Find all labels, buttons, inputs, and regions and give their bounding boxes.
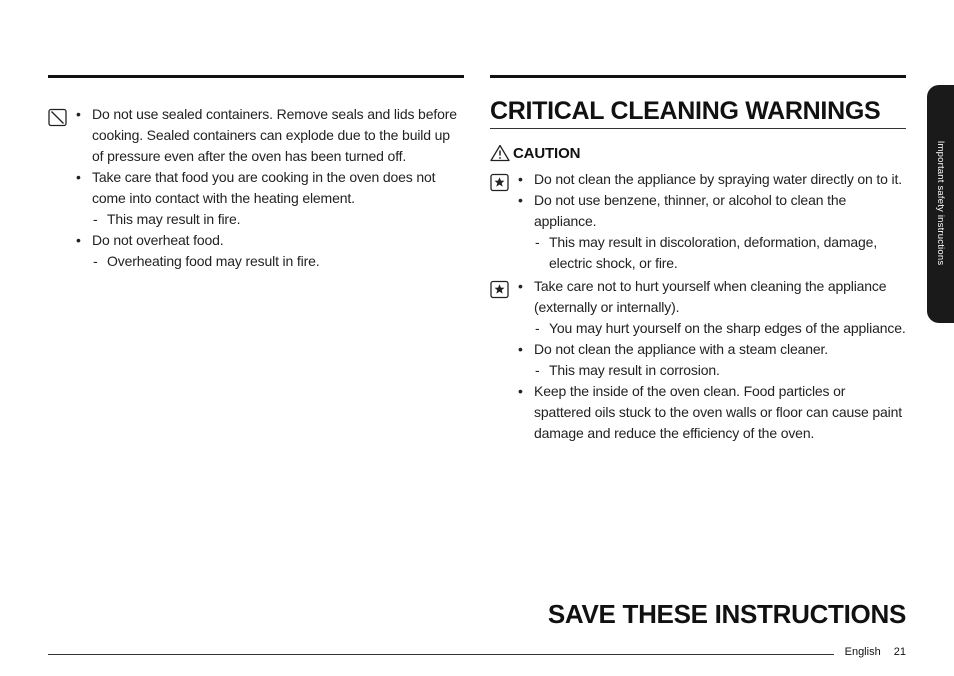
page-number: 21 (893, 646, 906, 658)
bullet: • (518, 192, 523, 208)
list-item (518, 339, 906, 360)
list-item (76, 167, 464, 209)
dash: - (93, 211, 98, 227)
bullet: • (518, 171, 523, 187)
important-group-1 (490, 169, 906, 274)
section-rule-left (48, 75, 464, 78)
caution-heading (490, 143, 906, 163)
save-instructions-heading: SAVE THESE INSTRUCTIONS (547, 599, 906, 629)
bullet: • (76, 232, 81, 248)
list-item (518, 169, 906, 190)
bullet: • (518, 383, 523, 399)
star-box-icon (490, 173, 510, 193)
sub-item (534, 232, 906, 274)
sub-item-text: You may hurt yourself on the sharp edges of the appliance. (549, 320, 906, 336)
footer (845, 645, 906, 659)
side-tab-label: Important safety instructions (935, 140, 946, 266)
footer-rule (48, 654, 834, 655)
dash: - (535, 320, 540, 336)
list-item-text: Do not clean the appliance with a steam cleaner. (534, 341, 828, 357)
list-item (76, 230, 464, 251)
list-item-text: Do not use benzene, thinner, or alcohol to clean the appliance. (534, 192, 847, 229)
important-group-2 (490, 276, 906, 444)
sub-item-text: Overheating food may result in fire. (107, 253, 320, 269)
star-box-icon (490, 280, 510, 300)
right-column (490, 96, 906, 444)
sub-item (92, 251, 464, 272)
sub-item-text: This may result in discoloration, deformation, damage, electric shock, or fire. (549, 234, 878, 271)
sub-item-text: This may result in fire. (107, 211, 241, 227)
list-item-text: Do not clean the appliance by spraying water directly on to it. (534, 171, 902, 187)
dash: - (535, 362, 540, 378)
bullet: • (518, 278, 523, 294)
bullet: • (76, 106, 81, 122)
list-item-text: Keep the inside of the oven clean. Food particles or spattered oils stuck to the oven walls or floor can cause paint damage and reduce the efficiency of the oven. (534, 383, 902, 441)
caution-label: CAUTION (513, 144, 581, 162)
list-item-text: Do not use sealed containers. Remove seals and lids before cooking. Sealed containers can explode due to the build up of pressure even after the oven has been turned off. (92, 106, 457, 164)
list-item (518, 381, 906, 444)
list-item-text: Do not overheat food. (92, 232, 224, 248)
sub-item (534, 360, 906, 381)
list-item (518, 190, 906, 232)
warning-triangle-icon (490, 144, 510, 162)
dash: - (535, 234, 540, 250)
sub-item-text: This may result in corrosion. (549, 362, 720, 378)
list-item-text: Take care that food you are cooking in the oven does not come into contact with the heating element. (92, 169, 436, 206)
list-item (518, 276, 906, 318)
bullet: • (76, 169, 81, 185)
footer-language: English (844, 646, 881, 658)
dash: - (93, 253, 98, 269)
list-item (76, 104, 464, 167)
bullet: • (518, 341, 523, 357)
list-item-text: Take care not to hurt yourself when cleaning the appliance (externally or internally). (534, 278, 887, 315)
prohibited-icon (48, 108, 68, 128)
sub-item (92, 209, 464, 230)
sub-item (534, 318, 906, 339)
section-title: CRITICAL CLEANING WARNINGS (490, 96, 906, 129)
prohibited-group (48, 104, 464, 272)
section-rule-right (490, 75, 906, 78)
left-column (48, 104, 464, 272)
